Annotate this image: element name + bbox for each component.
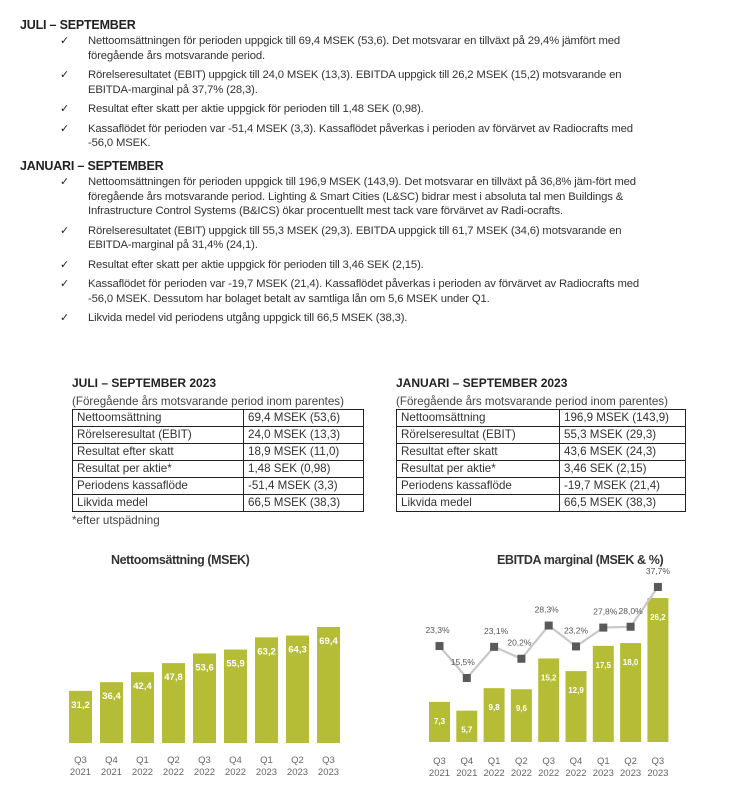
kpi-table-jul-sep <box>72 409 364 512</box>
ebitda-bar <box>566 671 587 742</box>
margin-value-label: 23,1% <box>484 625 509 636</box>
bar-value-label: 15,2 <box>540 673 557 683</box>
x-tick-year: 2023 <box>317 767 340 778</box>
margin-marker <box>627 623 635 631</box>
margin-marker <box>654 583 662 591</box>
chart-title-net-sales: Nettoomsättning (MSEK) <box>111 553 250 567</box>
bullet-item <box>60 258 660 273</box>
checkmark-icon: ✓ <box>60 312 70 324</box>
x-tick-year: 2023 <box>647 768 669 779</box>
metric-value: -19,7 MSEK (21,4) <box>560 478 686 495</box>
bullet-text: Resultat efter skatt per aktie uppgick för perioden till 3,46 SEK (2,15). <box>88 258 424 271</box>
bullet-text: Likvida medel vid periodens utgång uppgick till 66,5 MSEK (38,3). <box>88 312 408 324</box>
ebitda-bar <box>511 689 532 742</box>
metric-label: Rörelseresultat (EBIT) <box>397 427 560 444</box>
metric-value: 69,4 MSEK (53,6) <box>244 410 364 427</box>
x-tick-year: 2021 <box>69 767 92 778</box>
bar-value-label: 53,6 <box>195 662 214 674</box>
margin-marker <box>545 622 553 630</box>
x-tick-quarter: Q1 <box>136 755 149 766</box>
x-tick-quarter: Q3 <box>74 755 87 766</box>
table-row <box>397 478 686 495</box>
x-tick-year: 2022 <box>193 767 216 778</box>
margin-value-label: 28,3% <box>534 604 559 615</box>
table-row <box>397 410 686 427</box>
x-tick-year: 2022 <box>565 768 587 779</box>
bar-value-label: 69,4 <box>319 636 338 647</box>
metric-value: 66,5 MSEK (38,3) <box>560 495 686 512</box>
bullet-item <box>60 175 660 219</box>
margin-value-label: 23,2% <box>563 625 589 636</box>
chart-title-ebitda: EBITDA marginal (MSEK & %) <box>497 553 664 567</box>
margin-value-label: 20,2% <box>507 637 532 648</box>
kpi-table-jan-sep <box>396 409 686 512</box>
bar-value-label: 42,4 <box>133 681 152 693</box>
bar-value-label: 36,4 <box>102 691 121 703</box>
table-subtitle: (Föregående års motsvarande period inom parentes) <box>72 395 344 408</box>
bar-value-label: 64,3 <box>288 644 307 656</box>
table-title: JULI – SEPTEMBER 2023 <box>72 376 217 390</box>
section-heading-jul-sep: JULI – SEPTEMBER <box>20 18 136 32</box>
margin-marker <box>436 642 444 650</box>
x-tick-quarter: Q3 <box>542 756 556 767</box>
metric-label: Resultat efter skatt <box>73 444 244 461</box>
bullet-text: Resultat efter skatt per aktie uppgick för perioden till 1,48 SEK (0,98). <box>88 103 424 115</box>
table-row <box>73 444 364 461</box>
metric-label: Resultat per aktie* <box>73 461 244 478</box>
bullet-list-jul-sep <box>60 34 660 156</box>
x-tick-year: 2022 <box>538 768 560 779</box>
x-tick-quarter: Q2 <box>515 756 528 767</box>
metric-value: 43,6 MSEK (24,3) <box>560 444 686 461</box>
table-row <box>73 495 364 512</box>
x-tick-year: 2021 <box>428 768 451 779</box>
checkmark-icon: ✓ <box>60 103 70 115</box>
metric-value: 24,0 MSEK (13,3) <box>244 427 364 444</box>
checkmark-icon: ✓ <box>60 176 70 188</box>
table-row <box>73 410 364 427</box>
metric-label: Nettoomsättning <box>73 410 244 427</box>
bullet-text: Rörelseresultatet (EBIT) uppgick till 55,3 MSEK (29,3). EBITDA uppgick till 61,7 MSEK (34,6) motsvarande en EBITDA-marginal på 31,4% (24,1). <box>88 224 622 251</box>
bullet-item <box>60 122 660 151</box>
bullet-item <box>60 311 660 326</box>
x-tick-year: 2021 <box>456 768 478 779</box>
table-row <box>73 461 364 478</box>
x-tick-quarter: Q1 <box>260 755 273 766</box>
margin-value-label: 27,8% <box>593 606 618 617</box>
bullet-text: Kassaflödet för perioden var -19,7 MSEK (21,4). Kassaflödet påverkas i perioden av förvärvet av Radiocrafts med -56,0 MSEK. Dessutom har bolaget betalt av samtliga lån om 5,6 MSEK under Q1. <box>88 278 639 305</box>
metric-value: 18,9 MSEK (11,0) <box>244 444 364 461</box>
bar-value-label: 63,2 <box>257 646 276 658</box>
bullet-text: Nettoomsättningen för perioden uppgick till 69,4 MSEK (53,6). Det motsvarar en tillväxt på 29,4% jämfört med föregående års motsvarande period. <box>88 35 620 62</box>
x-tick-quarter: Q1 <box>487 756 501 767</box>
metric-value: -51,4 MSEK (3,3) <box>244 478 364 495</box>
x-tick-year: 2022 <box>131 767 154 778</box>
bullet-item <box>60 277 660 306</box>
bullet-item <box>60 102 660 117</box>
x-tick-year: 2023 <box>286 767 309 778</box>
x-tick-quarter: Q3 <box>198 755 211 766</box>
x-tick-quarter: Q2 <box>291 755 304 766</box>
bar-value-label: 47,8 <box>164 672 183 684</box>
x-tick-year: 2021 <box>100 767 123 778</box>
metric-value: 196,9 MSEK (143,9) <box>560 410 686 427</box>
x-tick-quarter: Q1 <box>596 756 610 767</box>
margin-marker <box>517 655 525 663</box>
bar-value-label: 7,3 <box>433 716 446 726</box>
ebitda-combo-chart <box>368 540 736 789</box>
table-row <box>73 478 364 495</box>
x-tick-quarter: Q4 <box>229 755 242 766</box>
metric-label: Periodens kassaflöde <box>397 478 560 495</box>
ebitda-bar <box>484 688 505 742</box>
metric-label: Likvida medel <box>397 495 560 512</box>
x-tick-quarter: Q3 <box>433 756 446 767</box>
bar <box>69 691 92 743</box>
bar-value-label: 17,5 <box>595 660 612 670</box>
table-footnote: *efter utspädning <box>72 514 160 527</box>
bar-value-label: 31,2 <box>71 699 90 711</box>
x-tick-year: 2023 <box>255 767 278 778</box>
table-row <box>73 427 364 444</box>
bar-value-label: 9,8 <box>488 703 500 713</box>
kpi-block-jul-sep <box>72 376 364 527</box>
x-tick-quarter: Q4 <box>569 756 583 767</box>
margin-marker <box>599 624 607 632</box>
bar-value-label: 12,9 <box>568 686 584 696</box>
checkmark-icon: ✓ <box>60 258 70 271</box>
bullet-text: Nettoomsättningen för perioden uppgick till 196,9 MSEK (143,9). Det motsvarar en tillväxt på 36,8% jäm-fört med föregående års motsvarande period. Lighting & Smart Cities (L&SC) bidrar mest i absoluta tal men Buildings & Infrastructure Control Systems (B&ICS) ökar procentuellt mest tack vare förvärvet av Radi-ocrafts. <box>88 176 636 217</box>
bar-value-label: 55,9 <box>226 658 245 670</box>
bar-value-label: 5,7 <box>461 725 473 735</box>
x-tick-year: 2023 <box>592 768 614 779</box>
metric-label: Resultat efter skatt <box>397 444 560 461</box>
table-row <box>397 427 686 444</box>
table-title: JANUARI – SEPTEMBER 2023 <box>396 376 568 390</box>
x-tick-quarter: Q3 <box>322 755 335 766</box>
bullet-text: Kassaflödet för perioden var -51,4 MSEK (3,3). Kassaflödet påverkas i perioden av förvärvet av Radiocrafts med -56,0 MSEK. <box>88 122 633 149</box>
kpi-block-jan-sep <box>396 376 686 512</box>
bar-value-label: 9,6 <box>515 704 527 714</box>
checkmark-icon: ✓ <box>60 278 70 290</box>
margin-marker <box>572 642 580 650</box>
x-tick-year: 2022 <box>483 768 505 779</box>
margin-marker <box>463 674 471 682</box>
checkmark-icon: ✓ <box>60 122 70 135</box>
metric-value: 66,5 MSEK (38,3) <box>244 495 364 512</box>
x-tick-year: 2023 <box>620 768 642 779</box>
table-row <box>397 495 686 512</box>
margin-value-label: 37,7% <box>645 566 670 576</box>
margin-value-label: 28,0% <box>618 605 643 616</box>
metric-value: 3,46 SEK (2,15) <box>560 461 686 478</box>
table-row <box>397 444 686 461</box>
margin-value-label: 23,3% <box>425 625 450 636</box>
table-row <box>397 461 686 478</box>
bullet-list-jan-sep <box>60 175 660 331</box>
x-tick-year: 2022 <box>162 767 185 778</box>
x-tick-quarter: Q3 <box>651 756 665 767</box>
bar-value-label: 26,2 <box>650 613 666 622</box>
metric-label: Nettoomsättning <box>397 410 560 427</box>
table-subtitle: (Föregående års motsvarande period inom parentes) <box>396 395 668 408</box>
bullet-item <box>60 68 660 97</box>
checkmark-icon: ✓ <box>60 224 70 237</box>
bar-value-label: 18,0 <box>622 658 639 668</box>
x-tick-quarter: Q2 <box>167 755 180 766</box>
margin-marker <box>490 643 498 651</box>
metric-value: 1,48 SEK (0,98) <box>244 461 364 478</box>
net-sales-bar-chart <box>0 540 368 789</box>
x-tick-year: 2022 <box>510 768 532 779</box>
metric-value: 55,3 MSEK (29,3) <box>560 427 686 444</box>
x-tick-quarter: Q4 <box>105 755 118 766</box>
bullet-item <box>60 34 660 63</box>
checkmark-icon: ✓ <box>60 69 70 81</box>
margin-value-label: 15,5% <box>450 657 475 667</box>
x-tick-quarter: Q4 <box>460 756 474 767</box>
x-tick-year: 2022 <box>224 767 247 778</box>
x-tick-quarter: Q2 <box>624 756 637 767</box>
metric-label: Resultat per aktie* <box>397 461 560 478</box>
metric-label: Rörelseresultat (EBIT) <box>73 427 244 444</box>
bullet-text: Rörelseresultatet (EBIT) uppgick till 24,0 MSEK (13,3). EBITDA uppgick till 26,2 MSEK (15,2) motsvarande en EBITDA-marginal på 37,7% (28,3). <box>88 69 622 96</box>
metric-label: Likvida medel <box>73 495 244 512</box>
ebitda-bar <box>538 658 559 742</box>
metric-label: Periodens kassaflöde <box>73 478 244 495</box>
checkmark-icon: ✓ <box>60 35 70 47</box>
section-heading-jan-sep: JANUARI – SEPTEMBER <box>20 159 164 173</box>
bullet-item <box>60 224 660 253</box>
